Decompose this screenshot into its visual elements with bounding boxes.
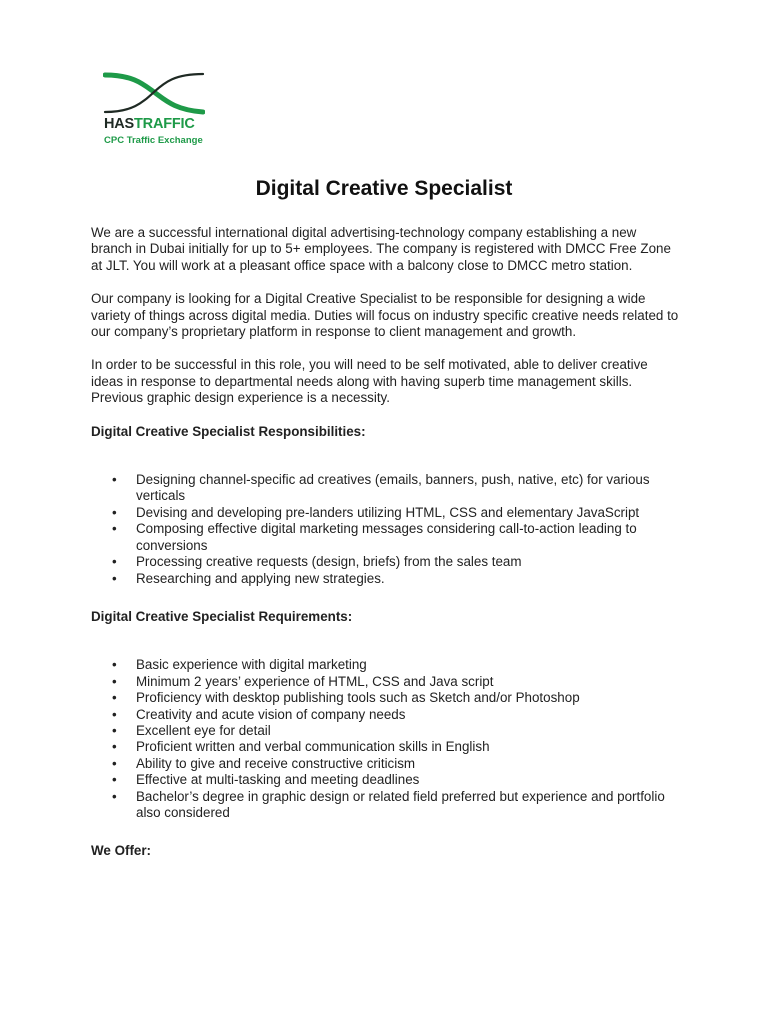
list-item: • Proficient written and verbal communication skills in English	[136, 739, 681, 755]
logo-word-traffic: TRAFFIC	[134, 116, 195, 132]
company-logo	[103, 70, 208, 150]
requirements-list	[91, 657, 681, 821]
requirements-heading: Digital Creative Specialist Requirements:	[91, 608, 353, 624]
intro-paragraph: Our company is looking for a Digital Creative Specialist to be responsible for designing a wide variety of things across digital media. Duties will focus on industry specific creative needs related to our company’s proprietary platform in response to client management and growth.	[91, 291, 679, 340]
spacer	[91, 821, 681, 843]
list-item: • Effective at multi-tasking and meeting deadlines	[136, 772, 681, 788]
list-item: • Bachelor’s degree in graphic design or related field preferred but experience and portfolio also considered	[136, 789, 681, 822]
list-item: • Ability to give and receive constructive criticism	[136, 756, 681, 772]
list-item: • Designing channel-specific ad creatives (emails, banners, push, native, etc) for various verticals	[136, 472, 681, 505]
logo-word-has: HAS	[104, 116, 135, 132]
list-item: • Basic experience with digital marketing	[136, 657, 681, 673]
list-item: • Composing effective digital marketing messages considering call-to-action leading to conversions	[136, 521, 681, 554]
responsibilities-heading: Digital Creative Specialist Responsibilities:	[91, 423, 366, 439]
responsibilities-list	[91, 472, 681, 587]
spacer	[91, 587, 681, 609]
list-item: • Researching and applying new strategies.	[136, 571, 681, 587]
document-body	[91, 225, 681, 860]
list-item: • Proficiency with desktop publishing tools such as Sketch and/or Photoshop	[136, 690, 681, 706]
logo-wave-icon	[103, 70, 205, 116]
list-item: • Minimum 2 years’ experience of HTML, CSS and Java script	[136, 674, 681, 690]
logo-tagline: CPC Traffic Exchange	[104, 135, 203, 146]
list-item: • Devising and developing pre-landers utilizing HTML, CSS and elementary JavaScript	[136, 505, 681, 521]
list-item: • Excellent eye for detail	[136, 723, 681, 739]
list-item: • Processing creative requests (design, briefs) from the sales team	[136, 554, 681, 570]
intro-paragraph: In order to be successful in this role, you will need to be self motivated, able to deliver creative ideas in response to departmental needs along with having superb time management skills. Previous graphic design experience is a necessity.	[91, 357, 648, 406]
logo-wordmark	[104, 116, 195, 132]
list-item: • Creativity and acute vision of company needs	[136, 707, 681, 723]
offer-heading: We Offer:	[91, 843, 152, 859]
intro-paragraph: We are a successful international digital advertising-technology company establishing a new branch in Dubai initially for up to 5+ employees. The company is registered with DMCC Free Zone at JLT. You will work at a pleasant office space with a balcony close to DMCC metro station.	[91, 225, 671, 273]
page-title: Digital Creative Specialist	[255, 177, 513, 200]
